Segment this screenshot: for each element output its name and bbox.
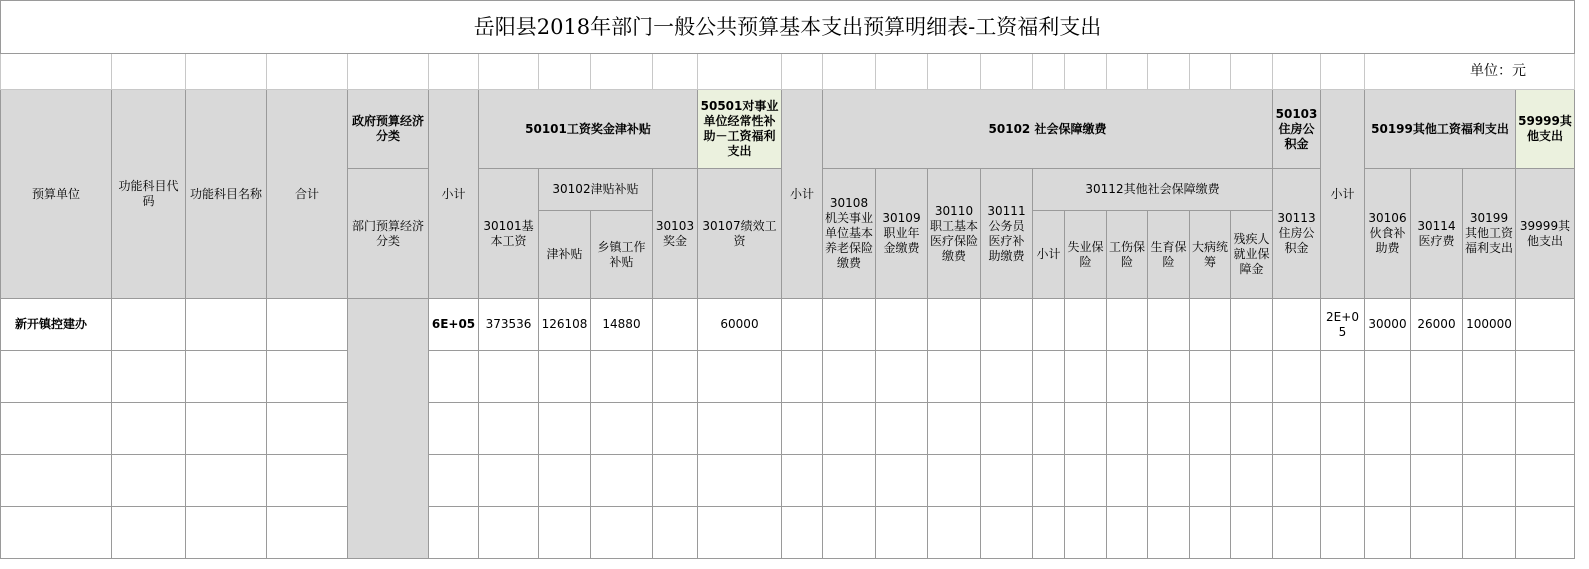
header-30112: 30112其他社会保障缴费 <box>1033 169 1273 211</box>
header-50501: 50501对事业单位经常性补助－工资福利支出 <box>698 90 782 169</box>
header-50103: 50103住房公积金 <box>1273 90 1321 169</box>
header-30106: 30106伙食补助费 <box>1365 169 1411 299</box>
cell-30107: 60000 <box>698 299 782 351</box>
header-30101: 30101基本工资 <box>479 169 539 299</box>
header-50199: 50199其他工资福利支出 <box>1365 90 1516 169</box>
gray-column <box>348 299 429 559</box>
header-db: 大病统筹 <box>1190 211 1231 299</box>
table-row <box>1 403 1575 455</box>
header-30108: 30108机关事业单位基本养老保险缴费 <box>823 169 876 299</box>
cell-subtotal-50199: 2E+05 <box>1321 299 1365 351</box>
header-30113: 30113住房公积金 <box>1273 169 1321 299</box>
header-dept-econ: 部门预算经济分类 <box>348 169 429 299</box>
header-xzgz: 乡镇工作补贴 <box>591 211 653 299</box>
header-30114: 30114医疗费 <box>1411 169 1463 299</box>
header-subtotal-50199: 小计 <box>1321 90 1365 299</box>
header-30110: 30110职工基本医疗保险缴费 <box>928 169 981 299</box>
cell-30114: 26000 <box>1411 299 1463 351</box>
cell-jbt: 126108 <box>539 299 591 351</box>
cell-30101: 373536 <box>479 299 539 351</box>
table-row <box>1 507 1575 559</box>
page-title: 岳阳县2018年部门一般公共预算基本支出预算明细表-工资福利支出 <box>1 1 1575 54</box>
header-50101: 50101工资奖金津补贴 <box>479 90 698 169</box>
header-subtotal-50102: 小计 <box>782 90 823 299</box>
cell-30106: 30000 <box>1365 299 1411 351</box>
cell-30199: 100000 <box>1463 299 1516 351</box>
header-func-code: 功能科目代码 <box>112 90 186 299</box>
header-sb: 生育保险 <box>1148 211 1190 299</box>
header-30199: 30199其他工资福利支出 <box>1463 169 1516 299</box>
header-budget-unit: 预算单位 <box>1 90 112 299</box>
header-39999: 39999其他支出 <box>1516 169 1575 299</box>
header-func-name: 功能科目名称 <box>186 90 267 299</box>
header-30109: 30109职业年金缴费 <box>876 169 928 299</box>
header-59999: 59999其他支出 <box>1516 90 1575 169</box>
header-30112-subtotal: 小计 <box>1033 211 1065 299</box>
table-row <box>1 455 1575 507</box>
cell-xzgz: 14880 <box>591 299 653 351</box>
header-50102: 50102 社会保障缴费 <box>823 90 1273 169</box>
unit-label: 单位：元 <box>1365 54 1575 90</box>
table-row <box>1 351 1575 403</box>
cell-subtotal: 6E+05 <box>429 299 479 351</box>
header-gs: 工伤保险 <box>1107 211 1148 299</box>
header-jbt: 津补贴 <box>539 211 591 299</box>
header-cj: 残疾人就业保障金 <box>1231 211 1273 299</box>
header-subtotal: 小计 <box>429 90 479 299</box>
header-gov-econ: 政府预算经济分类 <box>348 90 429 169</box>
header-30107: 30107绩效工资 <box>698 169 782 299</box>
table-row <box>1 299 1575 351</box>
header-total: 合计 <box>267 90 348 299</box>
header-30103: 30103奖金 <box>653 169 698 299</box>
header-30111: 30111公务员医疗补助缴费 <box>981 169 1033 299</box>
header-30102: 30102津贴补贴 <box>539 169 653 211</box>
cell-unit: 新开镇控建办 <box>1 299 112 351</box>
header-sy: 失业保险 <box>1065 211 1107 299</box>
